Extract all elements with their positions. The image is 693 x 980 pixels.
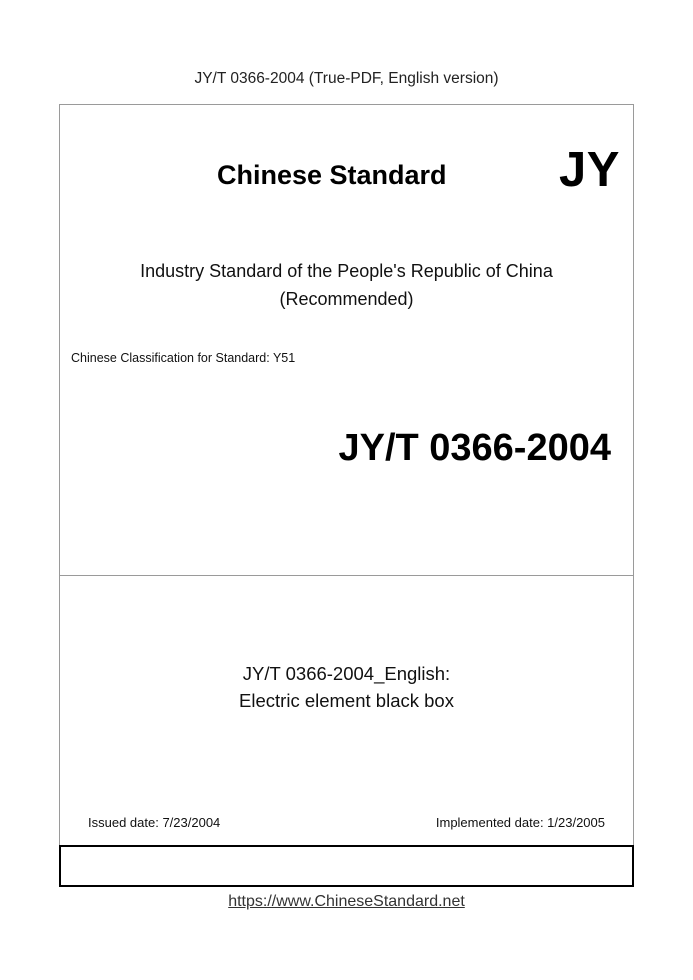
footer — [0, 893, 693, 911]
bottom-bar — [59, 845, 634, 887]
industry-standard-line: Industry Standard of the People's Republic of China — [140, 261, 553, 281]
standard-number: JY/T 0366-2004 — [338, 427, 611, 469]
page-header: JY/T 0366-2004 (True-PDF, English version) — [194, 70, 499, 87]
recommended-label: (Recommended) — [279, 289, 414, 309]
classification-text: Chinese Classification for Standard: Y51 — [71, 351, 296, 365]
implemented-date: Implemented date: 1/23/2005 — [435, 815, 605, 830]
standard-code-logo: JY — [559, 143, 620, 197]
cover-upper-section — [60, 105, 633, 576]
cover-frame — [59, 104, 634, 886]
website-link[interactable]: https://www.ChineseStandard.net — [228, 893, 465, 910]
issued-date: Issued date: 7/23/2004 — [88, 815, 221, 830]
document-title-line-2: Electric element black box — [239, 690, 454, 711]
document-title-line-1: JY/T 0366-2004_English: — [242, 663, 451, 684]
document-type-title: Chinese Standard — [217, 160, 447, 190]
